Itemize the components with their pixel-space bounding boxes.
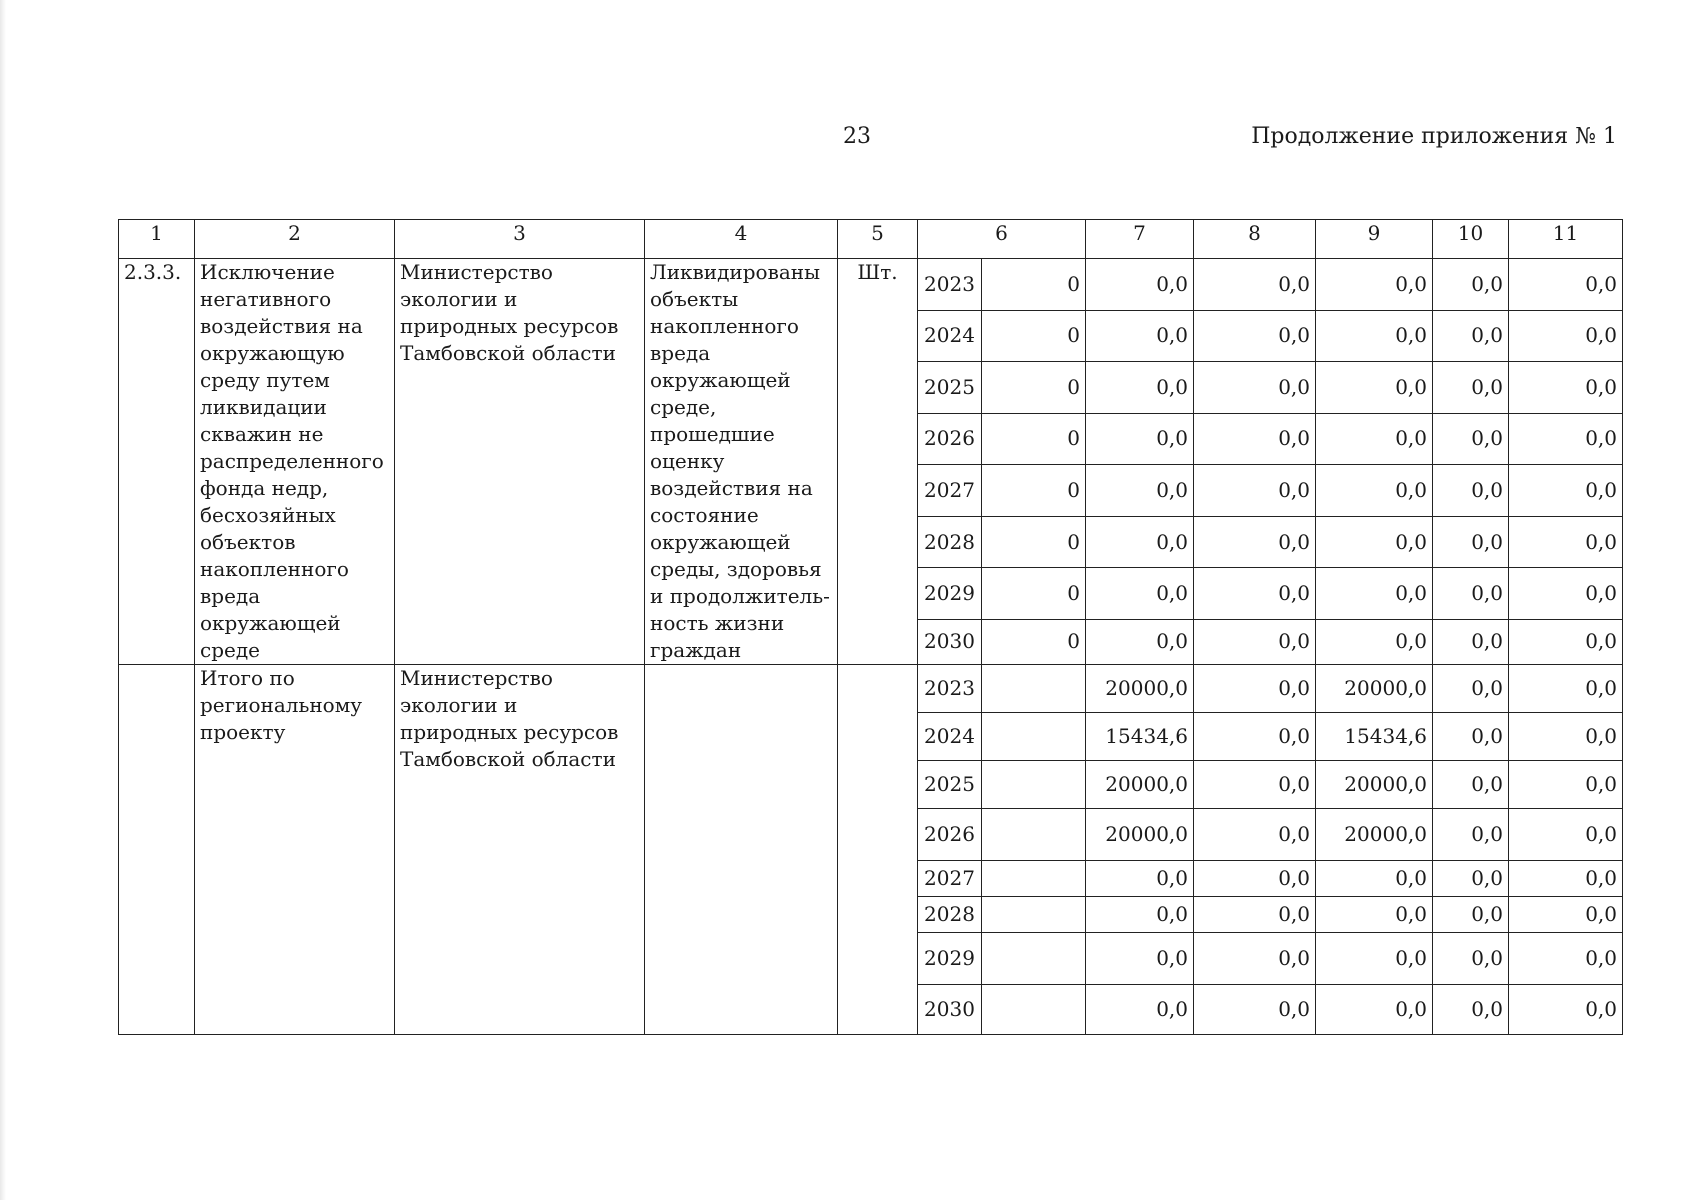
- value-col-11: 0,0: [1509, 897, 1623, 933]
- value-col-9: 20000,0: [1316, 665, 1433, 713]
- value-col-10: 0,0: [1433, 310, 1509, 362]
- column-header: 4: [645, 220, 838, 259]
- value-col-7: 0,0: [1086, 568, 1194, 620]
- value-col-9: 0,0: [1316, 362, 1433, 414]
- value-col-9: 0,0: [1316, 619, 1433, 664]
- value-col-6: [982, 985, 1086, 1035]
- year-cell: 2025: [918, 761, 982, 809]
- value-col-8: 0,0: [1194, 665, 1316, 713]
- year-cell: 2028: [918, 516, 982, 568]
- column-header: 11: [1509, 220, 1623, 259]
- column-header: 1: [119, 220, 195, 259]
- year-cell: 2028: [918, 897, 982, 933]
- value-col-11: 0,0: [1509, 985, 1623, 1035]
- value-col-6: 0: [982, 259, 1086, 311]
- value-col-7: 0,0: [1086, 897, 1194, 933]
- value-col-11: 0,0: [1509, 568, 1623, 620]
- scan-edge: [0, 0, 6, 1200]
- value-col-10: 0,0: [1433, 933, 1509, 985]
- value-col-9: 0,0: [1316, 568, 1433, 620]
- value-col-10: 0,0: [1433, 897, 1509, 933]
- year-cell: 2027: [918, 465, 982, 517]
- unit-of-measure: [838, 665, 918, 1035]
- expected-result: [645, 665, 838, 1035]
- value-col-10: 0,0: [1433, 665, 1509, 713]
- year-cell: 2030: [918, 619, 982, 664]
- value-col-7: 0,0: [1086, 861, 1194, 897]
- year-cell: 2023: [918, 665, 982, 713]
- column-header: 5: [838, 220, 918, 259]
- item-code: 2.3.3.: [119, 259, 195, 665]
- value-col-9: 0,0: [1316, 861, 1433, 897]
- value-col-11: 0,0: [1509, 713, 1623, 761]
- column-header: 9: [1316, 220, 1433, 259]
- value-col-8: 0,0: [1194, 861, 1316, 897]
- responsible-agency: Министерство экологии и природных ресурсов Тамбовской области: [395, 259, 645, 665]
- value-col-10: 0,0: [1433, 259, 1509, 311]
- value-col-7: 0,0: [1086, 619, 1194, 664]
- value-col-10: 0,0: [1433, 985, 1509, 1035]
- value-col-7: 20000,0: [1086, 761, 1194, 809]
- value-col-10: 0,0: [1433, 465, 1509, 517]
- value-col-6: 0: [982, 568, 1086, 620]
- column-header: 6: [918, 220, 1086, 259]
- value-col-9: 0,0: [1316, 985, 1433, 1035]
- value-col-6: 0: [982, 516, 1086, 568]
- value-col-11: 0,0: [1509, 310, 1623, 362]
- appendix-note: Продолжение приложения № 1: [1251, 124, 1617, 149]
- value-col-10: 0,0: [1433, 516, 1509, 568]
- value-col-6: [982, 809, 1086, 861]
- year-cell: 2024: [918, 310, 982, 362]
- value-col-6: [982, 897, 1086, 933]
- value-col-6: 0: [982, 362, 1086, 414]
- value-col-8: 0,0: [1194, 362, 1316, 414]
- value-col-8: 0,0: [1194, 809, 1316, 861]
- value-col-11: 0,0: [1509, 413, 1623, 465]
- value-col-7: 0,0: [1086, 465, 1194, 517]
- value-col-6: [982, 713, 1086, 761]
- value-col-7: 0,0: [1086, 310, 1194, 362]
- value-col-6: [982, 761, 1086, 809]
- value-col-10: 0,0: [1433, 761, 1509, 809]
- value-col-6: [982, 665, 1086, 713]
- value-col-11: 0,0: [1509, 259, 1623, 311]
- value-col-10: 0,0: [1433, 861, 1509, 897]
- value-col-11: 0,0: [1509, 761, 1623, 809]
- value-col-9: 0,0: [1316, 310, 1433, 362]
- year-cell: 2029: [918, 568, 982, 620]
- value-col-9: 0,0: [1316, 259, 1433, 311]
- value-col-11: 0,0: [1509, 861, 1623, 897]
- year-cell: 2026: [918, 809, 982, 861]
- value-col-11: 0,0: [1509, 465, 1623, 517]
- column-number-row: [119, 220, 1623, 259]
- value-col-8: 0,0: [1194, 985, 1316, 1035]
- value-col-11: 0,0: [1509, 619, 1623, 664]
- column-header: 8: [1194, 220, 1316, 259]
- value-col-9: 0,0: [1316, 897, 1433, 933]
- value-col-11: 0,0: [1509, 809, 1623, 861]
- value-col-7: 20000,0: [1086, 665, 1194, 713]
- year-cell: 2027: [918, 861, 982, 897]
- value-col-11: 0,0: [1509, 516, 1623, 568]
- item-name: Исключение негативного воздействия на окружающую среду путем ликвидации скважин не распределенного фонда недр, бесхозяйных объектов накопленного вреда окружающей среде: [195, 259, 395, 665]
- value-col-9: 0,0: [1316, 413, 1433, 465]
- value-col-9: 0,0: [1316, 933, 1433, 985]
- value-col-8: 0,0: [1194, 516, 1316, 568]
- value-col-8: 0,0: [1194, 761, 1316, 809]
- value-col-6: 0: [982, 310, 1086, 362]
- responsible-agency: Министерство экологии и природных ресурсов Тамбовской области: [395, 665, 645, 1035]
- value-col-8: 0,0: [1194, 713, 1316, 761]
- expected-result: Ликвидированы объекты накопленного вреда окружающей среде, прошедшие оценку воздействия на состояние окружающей среды, здоровья и продолжитель-ность жизни граждан: [645, 259, 838, 665]
- value-col-10: 0,0: [1433, 713, 1509, 761]
- year-cell: 2030: [918, 985, 982, 1035]
- item-name: Итого по региональному проекту: [195, 665, 395, 1035]
- appendix-table: [118, 219, 1623, 1035]
- value-col-9: 20000,0: [1316, 809, 1433, 861]
- value-col-10: 0,0: [1433, 619, 1509, 664]
- value-col-7: 15434,6: [1086, 713, 1194, 761]
- year-cell: 2026: [918, 413, 982, 465]
- value-col-7: 0,0: [1086, 516, 1194, 568]
- value-col-8: 0,0: [1194, 259, 1316, 311]
- year-cell: 2029: [918, 933, 982, 985]
- column-header: 3: [395, 220, 645, 259]
- year-cell: 2023: [918, 259, 982, 311]
- value-col-9: 20000,0: [1316, 761, 1433, 809]
- column-header: 7: [1086, 220, 1194, 259]
- value-col-10: 0,0: [1433, 413, 1509, 465]
- item-code: [119, 665, 195, 1035]
- page-number: 23: [843, 124, 871, 149]
- table-row: [119, 665, 1623, 713]
- value-col-8: 0,0: [1194, 933, 1316, 985]
- value-col-11: 0,0: [1509, 665, 1623, 713]
- value-col-9: 15434,6: [1316, 713, 1433, 761]
- value-col-11: 0,0: [1509, 933, 1623, 985]
- value-col-10: 0,0: [1433, 362, 1509, 414]
- value-col-6: 0: [982, 465, 1086, 517]
- value-col-7: 0,0: [1086, 985, 1194, 1035]
- value-col-7: 20000,0: [1086, 809, 1194, 861]
- value-col-11: 0,0: [1509, 362, 1623, 414]
- value-col-8: 0,0: [1194, 568, 1316, 620]
- column-header: 10: [1433, 220, 1509, 259]
- value-col-8: 0,0: [1194, 465, 1316, 517]
- value-col-8: 0,0: [1194, 619, 1316, 664]
- unit-of-measure: Шт.: [838, 259, 918, 665]
- value-col-6: [982, 861, 1086, 897]
- year-cell: 2025: [918, 362, 982, 414]
- value-col-7: 0,0: [1086, 413, 1194, 465]
- value-col-8: 0,0: [1194, 310, 1316, 362]
- column-header: 2: [195, 220, 395, 259]
- value-col-8: 0,0: [1194, 897, 1316, 933]
- table-row: [119, 259, 1623, 311]
- value-col-10: 0,0: [1433, 809, 1509, 861]
- value-col-9: 0,0: [1316, 465, 1433, 517]
- value-col-7: 0,0: [1086, 362, 1194, 414]
- value-col-9: 0,0: [1316, 516, 1433, 568]
- value-col-8: 0,0: [1194, 413, 1316, 465]
- value-col-7: 0,0: [1086, 259, 1194, 311]
- value-col-6: 0: [982, 413, 1086, 465]
- value-col-6: [982, 933, 1086, 985]
- value-col-10: 0,0: [1433, 568, 1509, 620]
- value-col-6: 0: [982, 619, 1086, 664]
- year-cell: 2024: [918, 713, 982, 761]
- value-col-7: 0,0: [1086, 933, 1194, 985]
